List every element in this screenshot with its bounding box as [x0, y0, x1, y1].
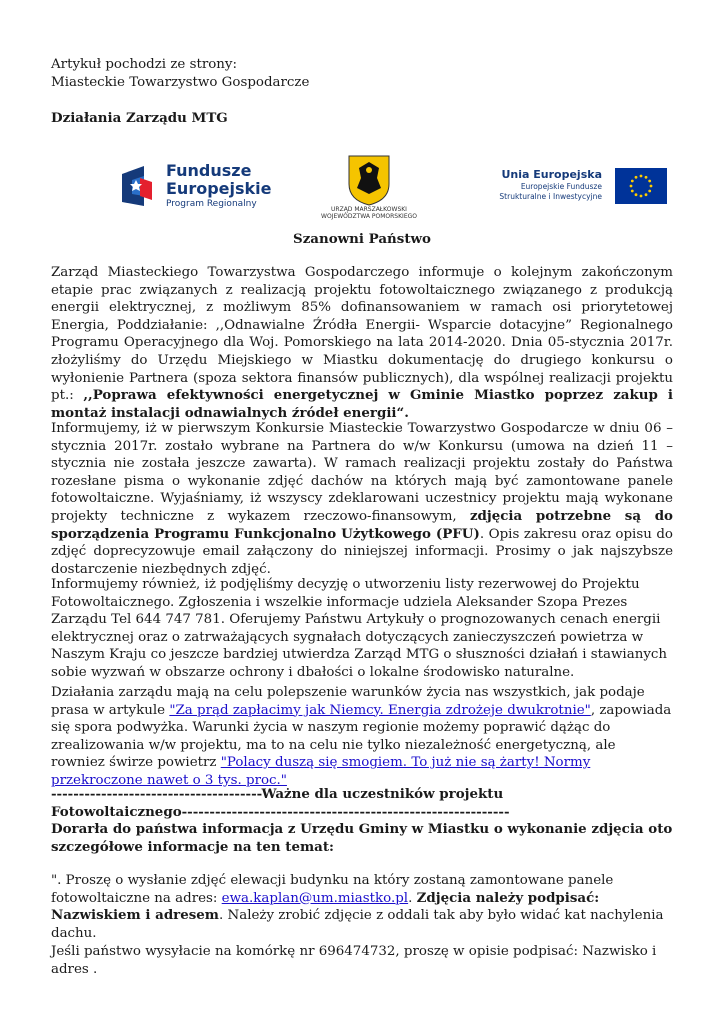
- fe-line3: Program Regionalny: [166, 199, 257, 209]
- p4-text-b: , zapowiada się spora podwyżka. Warunki życia w naszym regionie możemy poprawić dążąc do zrealizowania w/w projektu, ma to na celu nie tylko niezależność energetyczną, ale rowniez świrze powietrz: [51, 702, 672, 771]
- p1-text: Zarząd Miasteckiego Towarzystwa Gospodarczego informuje o kolejnym zakończonym etapie prac związanych z realizacją projektu fotowoltaicznego związanego z produkcją energii elektrycznej, z możliwym 85% dofinansowaniem w ramach osi priorytetowej Energia, Poddziałanie: ,,Odnawialne Źródła Energii- Wsparcie dotacyjne” Regionalnego Programu Operacyjnego dla Woj. Pomorskiego na lata 2014-2020. Dnia 05-stycznia 2017r. złożyliśmy do Urzędu Miejskiego w Miastku dokumentację do drugiego konkursu o wyłonienie Partnera (spoza sektora finansów publicznych), dla wspólnej realizacji projektu pt.:: [51, 265, 673, 404]
- unia-europejska-text: [498, 168, 602, 202]
- p2-text: Informujemy, iż w pierwszym Konkursie Miasteckie Towarzystwo Gospodarcze w dniu 06 – stycznia 2017r. zostało wybrane na Partnera do w/w Konkursu (umowa na dzień 11 – stycznia nie została jeszcze zawarta). W ramach realizacji projektu zostały do Państwa rozesłane pisma o wykonanie zdjęć dachów na których mają być zamontowane panele fotowoltaiczne. Wyjaśniamy, iż wszyscy zdeklarowani uczestnicy projektu mają wykonane projekty techniczne z wykazem rzeczowo-finansowym,: [51, 421, 673, 524]
- notice-block: [51, 786, 673, 856]
- paragraph-3: Informujemy również, iż podjęliśmy decyzję o utworzeniu listy rezerwowej do Projektu Fotowoltaicznego. Zgłoszenia i wszelkie informacje udziela Aleksander Szopa Prezes Zarządu Tel 644 747 781. Oferujemy Państwu Artykuły o prognozowanych cenach energii elektrycznej oraz o zatrważających sygnałach dotyczących zanieczyszczeń powietrza w Naszym Kraju co jeszcze bardziej utwierdza Zarząd MTG o słuszności działań i stawianych sobie wyzwań w obszarze ochrony i dbałości o lokalne środowisko naturalne.: [51, 577, 668, 680]
- paragraph-4: [51, 684, 673, 790]
- fe-line1: Fundusze: [166, 161, 252, 180]
- email-link[interactable]: ewa.kaplan@um.miastko.pl: [221, 890, 409, 906]
- source-label: Artykuł pochodzi ze strony:: [51, 57, 237, 72]
- pomorskie-crest-icon: [347, 154, 391, 206]
- fundusze-europejskie-logo-icon: [122, 166, 160, 206]
- paragraph-5: [51, 872, 673, 942]
- notice-line2: Fotowoltaicznego-----------------------------------------------------------: [51, 803, 510, 820]
- p4-text-a: Działania zarządu mają na celu polepszenie warunków życia nas wszystkich, jak podaje prasa w artykule: [51, 685, 645, 718]
- paragraph-2: [51, 420, 673, 578]
- source-block: [51, 56, 673, 91]
- ue-line2: Europejskie Fundusze: [520, 182, 602, 191]
- fundusze-europejskie-text: [166, 162, 272, 210]
- notice-line4: szczegółowe informacje na ten temat:: [51, 838, 334, 855]
- crest-line2: WOJEWÓDZTWA POMORSKIEGO: [321, 213, 417, 220]
- p2-tail: . Opis zakresu oraz opisu do zdjęć doprecyzowuje email załączony do niniejszej informacji. Prosimy o jak najszybsze dostarczenie niezbędnych zdjęć.: [51, 526, 673, 577]
- p5-text-b: .: [408, 890, 417, 906]
- notice-line1: --------------------------------------Ważne dla uczestników projektu: [51, 786, 504, 802]
- crest-line1: URZĄD MARSZAŁKOWSKI: [331, 206, 407, 213]
- page-title: Działania Zarządu MTG: [51, 110, 228, 126]
- crest-caption: [304, 206, 434, 220]
- article-link-energy[interactable]: "Za prąd zapłacimy jak Niemcy. Energia zdrożeje dwukrotnie": [169, 702, 591, 718]
- fe-line2: Europejskie: [166, 179, 272, 198]
- project-title: ,,Poprawa efektywności energetycznej w Gminie Miastko poprzez zakup i montaż instalacji odnawialnych źródeł energii“.: [51, 387, 674, 421]
- source-site: Miasteckie Towarzystwo Gospodarcze: [51, 74, 310, 90]
- notice-line3: Dorarła do państwa informacja z Urzędu Gminy w Miastku o wykonanie zdjęcia oto: [51, 821, 673, 838]
- p5-bold: Zdjęcia należy podpisać: Nazwiskiem i adresem: [51, 889, 600, 924]
- paragraph-6: Jeśli państwo wysyłacie na komórkę nr 696474732, proszę w opisie podpisać: Nazwisko i adres .: [51, 944, 657, 977]
- eu-flag-icon: [615, 168, 667, 204]
- ue-line3: Strukturalne i Inwestycyjne: [499, 192, 602, 201]
- greeting: Szanowni Państwo: [293, 231, 431, 247]
- ue-line1: Unia Europejska: [501, 168, 602, 181]
- paragraph-1: [51, 264, 673, 422]
- article-link-smog[interactable]: "Polacy duszą się smogiem. To już nie są żarty! Normy przekroczone nawet o 3 tys. proc.": [51, 755, 591, 788]
- p5-text-c: . Należy zrobić zdjęcie z oddali tak aby było widać kat nachylenia dachu.: [51, 908, 664, 941]
- funding-logos: [122, 152, 642, 222]
- p2-bold: zdjęcia potrzebne są do sporządzenia Programu Funkcjonalno Użytkowego (PFU): [51, 507, 673, 542]
- p5-text-a: ". Proszę o wysłanie zdjęć elewacji budynku na który zostaną zamontowane panele fotowoltaiczne na adres:: [51, 873, 614, 906]
